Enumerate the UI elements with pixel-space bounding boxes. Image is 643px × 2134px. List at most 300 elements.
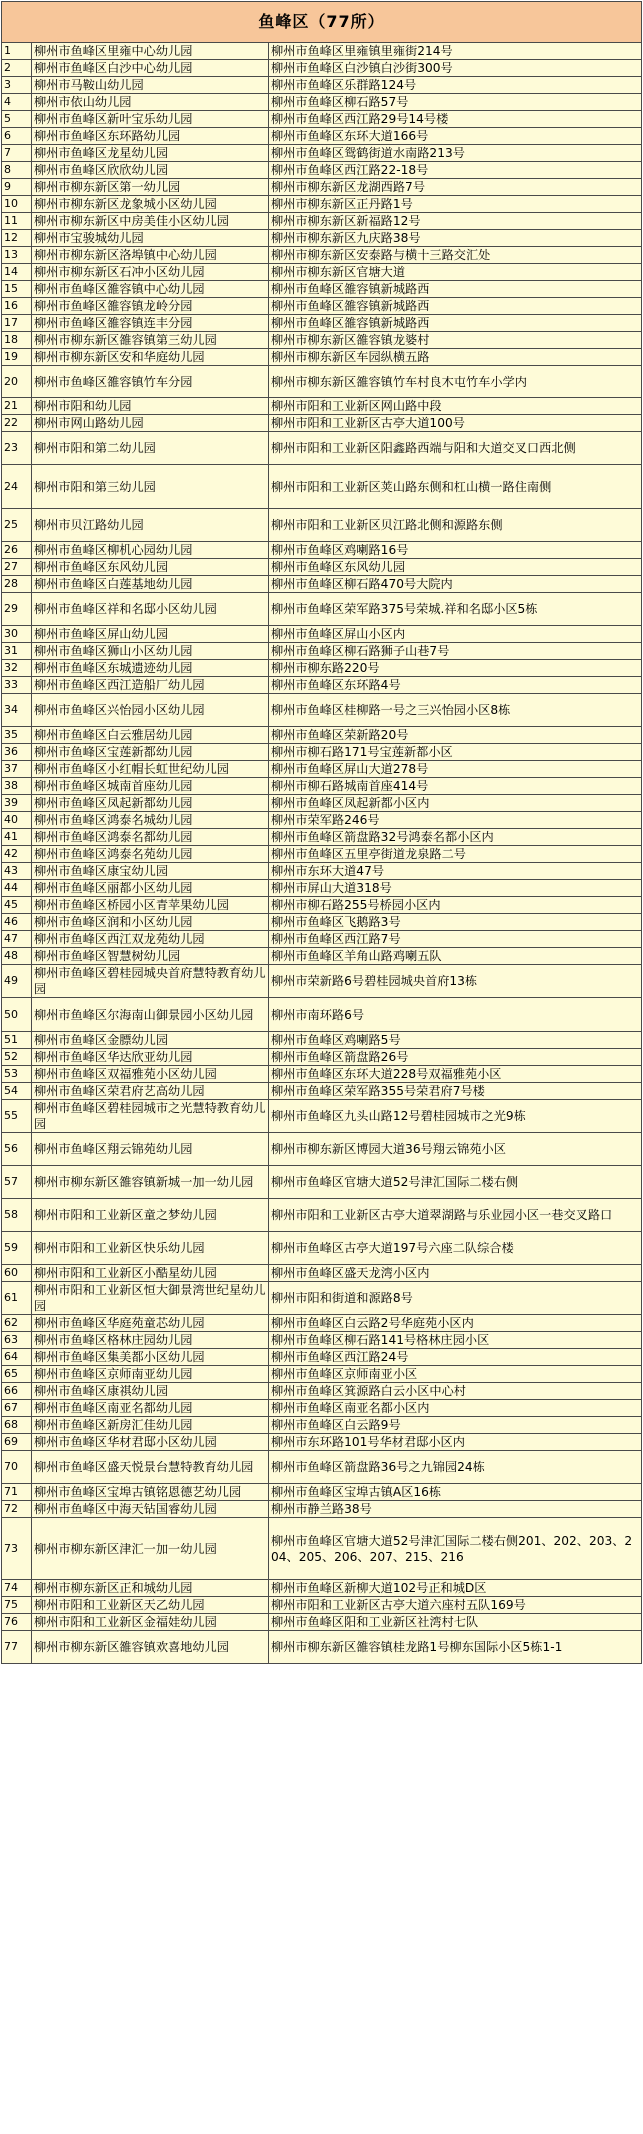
kindergarten-address: 柳州市柳东新区雒容镇桂龙路1号柳东国际小区5栋1-1	[269, 1631, 642, 1664]
table-row	[2, 542, 642, 559]
table-row	[2, 60, 642, 77]
kindergarten-address: 柳州市鱼峰区白沙镇白沙街300号	[269, 60, 642, 77]
table-row	[2, 43, 642, 60]
table-row	[2, 1265, 642, 1282]
row-number: 37	[2, 761, 32, 778]
row-number: 13	[2, 247, 32, 264]
kindergarten-name: 柳州市鱼峰区格林庄园幼儿园	[32, 1332, 269, 1349]
kindergarten-name: 柳州市鱼峰区鸿泰名苑幼儿园	[32, 846, 269, 863]
kindergarten-address: 柳州市鱼峰区雒容镇新城路西	[269, 315, 642, 332]
table-row	[2, 1580, 642, 1597]
table-row	[2, 465, 642, 509]
table-row	[2, 660, 642, 677]
kindergarten-address: 柳州市荣新路6号碧桂园城央首府13栋	[269, 965, 642, 998]
table-row	[2, 179, 642, 196]
row-number: 53	[2, 1066, 32, 1083]
kindergarten-name: 柳州市鱼峰区桥园小区青苹果幼儿园	[32, 897, 269, 914]
table-row	[2, 643, 642, 660]
row-number: 76	[2, 1614, 32, 1631]
row-number: 11	[2, 213, 32, 230]
table-row	[2, 1349, 642, 1366]
kindergarten-address: 柳州市鱼峰区宝埠古镇A区16栋	[269, 1484, 642, 1501]
row-number: 42	[2, 846, 32, 863]
kindergarten-name: 柳州市阳和工业新区恒大御景湾世纪星幼儿园	[32, 1282, 269, 1315]
kindergarten-name: 柳州市阳和第二幼儿园	[32, 432, 269, 465]
table-row	[2, 1332, 642, 1349]
kindergarten-address: 柳州市鱼峰区屏山小区内	[269, 626, 642, 643]
table-row	[2, 1166, 642, 1199]
row-number: 34	[2, 694, 32, 727]
kindergarten-name: 柳州市鱼峰区金膘幼儿园	[32, 1032, 269, 1049]
row-number: 70	[2, 1451, 32, 1484]
kindergarten-address: 柳州市鱼峰区雒容镇新城路西	[269, 281, 642, 298]
row-number: 48	[2, 948, 32, 965]
table-row	[2, 812, 642, 829]
table-row	[2, 677, 642, 694]
table-row	[2, 1100, 642, 1133]
kindergarten-name: 柳州市鱼峰区白莲基地幼儿园	[32, 576, 269, 593]
table-row	[2, 1518, 642, 1580]
kindergarten-address: 柳州市鱼峰区白云路2号华庭苑小区内	[269, 1315, 642, 1332]
kindergarten-address: 柳州市鱼峰区官塘大道52号津汇国际二楼右侧	[269, 1166, 642, 1199]
row-number: 39	[2, 795, 32, 812]
kindergarten-address: 柳州市鱼峰区雒容镇新城路西	[269, 298, 642, 315]
kindergarten-address: 柳州市鱼峰区盛天龙湾小区内	[269, 1265, 642, 1282]
row-number: 49	[2, 965, 32, 998]
row-number: 12	[2, 230, 32, 247]
table-row	[2, 593, 642, 626]
kindergarten-address: 柳州市柳东新区博园大道36号翔云锦苑小区	[269, 1133, 642, 1166]
table-row	[2, 1199, 642, 1232]
kindergarten-address: 柳州市鱼峰区古亭大道197号六座二队综合楼	[269, 1232, 642, 1265]
kindergarten-name: 柳州市鱼峰区白云雅居幼儿园	[32, 727, 269, 744]
row-number: 35	[2, 727, 32, 744]
table-row	[2, 576, 642, 593]
row-number: 72	[2, 1501, 32, 1518]
kindergarten-address: 柳州市鱼峰区里雍镇里雍街214号	[269, 43, 642, 60]
kindergarten-name: 柳州市鱼峰区华材君邸小区幼儿园	[32, 1434, 269, 1451]
kindergarten-address: 柳州市鱼峰区屏山大道278号	[269, 761, 642, 778]
kindergarten-name: 柳州市鱼峰区雒容镇龙岭分园	[32, 298, 269, 315]
kindergarten-address: 柳州市阳和工业新区贝江路北侧和源路东侧	[269, 509, 642, 542]
kindergarten-name: 柳州市鱼峰区华达欣亚幼儿园	[32, 1049, 269, 1066]
kindergarten-address: 柳州市阳和工业新区阳鑫路西端与阳和大道交叉口西北侧	[269, 432, 642, 465]
table-row	[2, 948, 642, 965]
table-row	[2, 128, 642, 145]
table-row	[2, 213, 642, 230]
table-row	[2, 94, 642, 111]
table-row	[2, 1417, 642, 1434]
row-number: 8	[2, 162, 32, 179]
kindergarten-address: 柳州市鱼峰区西江路22-18号	[269, 162, 642, 179]
kindergarten-address: 柳州市鱼峰区箕源路白云小区中心村	[269, 1383, 642, 1400]
kindergarten-name: 柳州市鱼峰区里雍中心幼儿园	[32, 43, 269, 60]
table-row	[2, 281, 642, 298]
row-number: 54	[2, 1083, 32, 1100]
row-number: 71	[2, 1484, 32, 1501]
row-number: 17	[2, 315, 32, 332]
row-number: 51	[2, 1032, 32, 1049]
kindergarten-address: 柳州市鱼峰区鸳鹤街道水南路213号	[269, 145, 642, 162]
table-row	[2, 795, 642, 812]
row-number: 67	[2, 1400, 32, 1417]
kindergarten-name: 柳州市鱼峰区柳机心园幼儿园	[32, 542, 269, 559]
kindergarten-name: 柳州市鱼峰区润和小区幼儿园	[32, 914, 269, 931]
table-row	[2, 863, 642, 880]
kindergarten-name: 柳州市依山幼儿园	[32, 94, 269, 111]
row-number: 2	[2, 60, 32, 77]
row-number: 31	[2, 643, 32, 660]
kindergarten-name: 柳州市鱼峰区新房汇佳幼儿园	[32, 1417, 269, 1434]
row-number: 18	[2, 332, 32, 349]
row-number: 44	[2, 880, 32, 897]
kindergarten-address: 柳州市南环路6号	[269, 998, 642, 1032]
kindergarten-name: 柳州市柳东新区石冲小区幼儿园	[32, 264, 269, 281]
kindergarten-address: 柳州市鱼峰区鸡喇路5号	[269, 1032, 642, 1049]
table-row	[2, 349, 642, 366]
kindergarten-address: 柳州市鱼峰区柳石路470号大院内	[269, 576, 642, 593]
kindergarten-name: 柳州市柳东新区洛埠镇中心幼儿园	[32, 247, 269, 264]
kindergarten-address: 柳州市柳东新区九庆路38号	[269, 230, 642, 247]
row-number: 1	[2, 43, 32, 60]
kindergarten-address: 柳州市鱼峰区柳石路狮子山巷7号	[269, 643, 642, 660]
kindergarten-address: 柳州市柳石路城南首座414号	[269, 778, 642, 795]
table-row	[2, 77, 642, 94]
table-row	[2, 1049, 642, 1066]
row-number: 43	[2, 863, 32, 880]
row-number: 66	[2, 1383, 32, 1400]
kindergarten-name: 柳州市阳和工业新区金福娃幼儿园	[32, 1614, 269, 1631]
kindergarten-name: 柳州市鱼峰区狮山小区幼儿园	[32, 643, 269, 660]
table-row	[2, 1315, 642, 1332]
kindergarten-address: 柳州市东环大道47号	[269, 863, 642, 880]
kindergarten-address: 柳州市鱼峰区荣军路375号荣城.祥和名邸小区5栋	[269, 593, 642, 626]
kindergarten-address: 柳州市鱼峰区京师南亚小区	[269, 1366, 642, 1383]
row-number: 46	[2, 914, 32, 931]
kindergarten-name: 柳州市柳东新区第一幼儿园	[32, 179, 269, 196]
row-number: 19	[2, 349, 32, 366]
kindergarten-name: 柳州市鱼峰区西江造船厂幼儿园	[32, 677, 269, 694]
table-row	[2, 509, 642, 542]
table-row	[2, 398, 642, 415]
row-number: 4	[2, 94, 32, 111]
table-row	[2, 829, 642, 846]
kindergarten-address: 柳州市鱼峰区荣新路20号	[269, 727, 642, 744]
kindergarten-name: 柳州市阳和工业新区快乐幼儿园	[32, 1232, 269, 1265]
kindergarten-address: 柳州市阳和工业新区古亭大道100号	[269, 415, 642, 432]
table-row	[2, 965, 642, 998]
row-number: 47	[2, 931, 32, 948]
table-row	[2, 559, 642, 576]
table-row	[2, 846, 642, 863]
row-number: 40	[2, 812, 32, 829]
kindergarten-name: 柳州市鱼峰区欣欣幼儿园	[32, 162, 269, 179]
kindergarten-name: 柳州市鱼峰区翔云锦苑幼儿园	[32, 1133, 269, 1166]
kindergarten-name: 柳州市鱼峰区新叶宝乐幼儿园	[32, 111, 269, 128]
table-row	[2, 761, 642, 778]
kindergarten-address: 柳州市柳东路220号	[269, 660, 642, 677]
kindergarten-address: 柳州市静兰路38号	[269, 1501, 642, 1518]
kindergarten-address: 柳州市荣军路246号	[269, 812, 642, 829]
row-number: 29	[2, 593, 32, 626]
row-number: 59	[2, 1232, 32, 1265]
row-number: 27	[2, 559, 32, 576]
kindergarten-name: 柳州市鱼峰区雒容镇中心幼儿园	[32, 281, 269, 298]
kindergarten-address: 柳州市柳石路255号桥园小区内	[269, 897, 642, 914]
table-row	[2, 366, 642, 398]
table-row	[2, 162, 642, 179]
row-number: 32	[2, 660, 32, 677]
table-row	[2, 1614, 642, 1631]
kindergarten-name: 柳州市鱼峰区兴怡园小区幼儿园	[32, 694, 269, 727]
kindergarten-name: 柳州市鱼峰区南亚名都幼儿园	[32, 1400, 269, 1417]
kindergarten-address: 柳州市鱼峰区柳石路57号	[269, 94, 642, 111]
table-row	[2, 264, 642, 281]
table-row	[2, 1083, 642, 1100]
table-row	[2, 1597, 642, 1614]
table-row	[2, 778, 642, 795]
kindergarten-name: 柳州市柳东新区雒容镇第三幼儿园	[32, 332, 269, 349]
kindergarten-address: 柳州市柳东新区新福路12号	[269, 213, 642, 230]
table-row	[2, 694, 642, 727]
kindergarten-address: 柳州市鱼峰区新柳大道102号正和城D区	[269, 1580, 642, 1597]
kindergarten-name: 柳州市马鞍山幼儿园	[32, 77, 269, 94]
row-number: 62	[2, 1315, 32, 1332]
row-number: 57	[2, 1166, 32, 1199]
kindergarten-name: 柳州市阳和工业新区童之梦幼儿园	[32, 1199, 269, 1232]
kindergarten-address: 柳州市柳东新区安泰路与横十三路交汇处	[269, 247, 642, 264]
row-number: 5	[2, 111, 32, 128]
row-number: 9	[2, 179, 32, 196]
kindergarten-name: 柳州市鱼峰区碧桂园城市之光慧特教育幼儿园	[32, 1100, 269, 1133]
kindergarten-name: 柳州市宝骏城幼儿园	[32, 230, 269, 247]
kindergarten-name: 柳州市贝江路幼儿园	[32, 509, 269, 542]
row-number: 75	[2, 1597, 32, 1614]
row-number: 52	[2, 1049, 32, 1066]
kindergarten-address: 柳州市鱼峰区东环路4号	[269, 677, 642, 694]
kindergarten-name: 柳州市鱼峰区鸿泰名都幼儿园	[32, 829, 269, 846]
kindergarten-name: 柳州市网山路幼儿园	[32, 415, 269, 432]
kindergarten-address: 柳州市鱼峰区东环大道228号双福雅苑小区	[269, 1066, 642, 1083]
kindergarten-address: 柳州市鱼峰区桂柳路一号之三兴怡园小区8栋	[269, 694, 642, 727]
table-row	[2, 332, 642, 349]
table-row	[2, 1383, 642, 1400]
table-row	[2, 196, 642, 213]
row-number: 63	[2, 1332, 32, 1349]
kindergarten-name: 柳州市鱼峰区康祺幼儿园	[32, 1383, 269, 1400]
kindergarten-address: 柳州市阳和工业新区荚山路东侧和杠山横一路住南侧	[269, 465, 642, 509]
kindergarten-name: 柳州市鱼峰区尔海南山御景园小区幼儿园	[32, 998, 269, 1032]
table-row	[2, 914, 642, 931]
table-title-row	[2, 2, 642, 43]
table-row	[2, 1434, 642, 1451]
kindergarten-address: 柳州市柳东新区龙湖西路7号	[269, 179, 642, 196]
kindergarten-address: 柳州市鱼峰区西江路29号14号楼	[269, 111, 642, 128]
row-number: 61	[2, 1282, 32, 1315]
kindergarten-address: 柳州市柳东新区雒容镇竹车村良木屯竹车小学内	[269, 366, 642, 398]
kindergarten-address: 柳州市柳东新区官塘大道	[269, 264, 642, 281]
row-number: 20	[2, 366, 32, 398]
kindergarten-name: 柳州市鱼峰区中海天钻国睿幼儿园	[32, 1501, 269, 1518]
kindergarten-address: 柳州市阳和工业新区古亭大道六座村五队169号	[269, 1597, 642, 1614]
kindergarten-address: 柳州市鱼峰区东风幼儿园	[269, 559, 642, 576]
row-number: 64	[2, 1349, 32, 1366]
row-number: 38	[2, 778, 32, 795]
table-row	[2, 931, 642, 948]
kindergarten-address: 柳州市阳和工业新区网山路中段	[269, 398, 642, 415]
kindergarten-address: 柳州市鱼峰区白云路9号	[269, 1417, 642, 1434]
table-row	[2, 298, 642, 315]
kindergarten-name: 柳州市鱼峰区小红帽长虹世纪幼儿园	[32, 761, 269, 778]
row-number: 25	[2, 509, 32, 542]
row-number: 60	[2, 1265, 32, 1282]
kindergarten-name: 柳州市鱼峰区凤起新都幼儿园	[32, 795, 269, 812]
kindergarten-name: 柳州市鱼峰区集美都小区幼儿园	[32, 1349, 269, 1366]
kindergarten-address: 柳州市鱼峰区箭盘路32号鸿泰名都小区内	[269, 829, 642, 846]
row-number: 21	[2, 398, 32, 415]
row-number: 73	[2, 1518, 32, 1580]
kindergarten-address: 柳州市屏山大道318号	[269, 880, 642, 897]
kindergarten-address: 柳州市鱼峰区箭盘路36号之九锦园24栋	[269, 1451, 642, 1484]
kindergarten-name: 柳州市柳东新区正和城幼儿园	[32, 1580, 269, 1597]
table-row	[2, 1133, 642, 1166]
kindergarten-name: 柳州市鱼峰区荣君府艺高幼儿园	[32, 1083, 269, 1100]
kindergarten-name: 柳州市鱼峰区盛天悦景台慧特教育幼儿园	[32, 1451, 269, 1484]
kindergarten-address: 柳州市鱼峰区飞鹅路3号	[269, 914, 642, 931]
table-row	[2, 880, 642, 897]
table-row	[2, 1032, 642, 1049]
row-number: 24	[2, 465, 32, 509]
table-row	[2, 432, 642, 465]
kindergarten-name: 柳州市阳和第三幼儿园	[32, 465, 269, 509]
row-number: 33	[2, 677, 32, 694]
table-row	[2, 247, 642, 264]
table-row	[2, 1451, 642, 1484]
kindergarten-address: 柳州市鱼峰区五里亭街道龙泉路二号	[269, 846, 642, 863]
row-number: 77	[2, 1631, 32, 1664]
kindergarten-name: 柳州市柳东新区雒容镇新城一加一幼儿园	[32, 1166, 269, 1199]
kindergarten-address: 柳州市东环路101号华材君邸小区内	[269, 1434, 642, 1451]
kindergarten-name: 柳州市鱼峰区智慧树幼儿园	[32, 948, 269, 965]
kindergarten-name: 柳州市鱼峰区碧桂园城央首府慧特教育幼儿园	[32, 965, 269, 998]
kindergarten-table	[1, 1, 642, 1664]
kindergarten-address: 柳州市鱼峰区九头山路12号碧桂园城市之光9栋	[269, 1100, 642, 1133]
kindergarten-address: 柳州市鱼峰区箭盘路26号	[269, 1049, 642, 1066]
kindergarten-name: 柳州市鱼峰区鸿泰名城幼儿园	[32, 812, 269, 829]
kindergarten-address: 柳州市阳和街道和源路8号	[269, 1282, 642, 1315]
kindergarten-name: 柳州市鱼峰区双福雅苑小区幼儿园	[32, 1066, 269, 1083]
row-number: 28	[2, 576, 32, 593]
kindergarten-address: 柳州市柳东新区正丹路1号	[269, 196, 642, 213]
row-number: 26	[2, 542, 32, 559]
kindergarten-address: 柳州市鱼峰区西江路24号	[269, 1349, 642, 1366]
row-number: 3	[2, 77, 32, 94]
kindergarten-name: 柳州市鱼峰区白沙中心幼儿园	[32, 60, 269, 77]
table-row	[2, 1400, 642, 1417]
kindergarten-name: 柳州市鱼峰区祥和名邸小区幼儿园	[32, 593, 269, 626]
table-row	[2, 1366, 642, 1383]
table-row	[2, 998, 642, 1032]
kindergarten-address: 柳州市柳东新区车园纵横五路	[269, 349, 642, 366]
kindergarten-address: 柳州市鱼峰区荣军路355号荣君府7号楼	[269, 1083, 642, 1100]
table-row	[2, 415, 642, 432]
kindergarten-name: 柳州市柳东新区龙象城小区幼儿园	[32, 196, 269, 213]
kindergarten-name: 柳州市鱼峰区东城遗迹幼儿园	[32, 660, 269, 677]
kindergarten-name: 柳州市阳和工业新区天乙幼儿园	[32, 1597, 269, 1614]
kindergarten-name: 柳州市鱼峰区雒容镇竹车分园	[32, 366, 269, 398]
kindergarten-name: 柳州市阳和幼儿园	[32, 398, 269, 415]
kindergarten-address: 柳州市柳石路171号宝莲新都小区	[269, 744, 642, 761]
row-number: 23	[2, 432, 32, 465]
kindergarten-name: 柳州市鱼峰区东风幼儿园	[32, 559, 269, 576]
kindergarten-name: 柳州市鱼峰区屏山幼儿园	[32, 626, 269, 643]
kindergarten-address: 柳州市鱼峰区东环大道166号	[269, 128, 642, 145]
kindergarten-name: 柳州市柳东新区安和华庭幼儿园	[32, 349, 269, 366]
row-number: 15	[2, 281, 32, 298]
kindergarten-name: 柳州市鱼峰区康宝幼儿园	[32, 863, 269, 880]
row-number: 7	[2, 145, 32, 162]
row-number: 16	[2, 298, 32, 315]
kindergarten-address: 柳州市鱼峰区鸡喇路16号	[269, 542, 642, 559]
table-row	[2, 1484, 642, 1501]
kindergarten-address: 柳州市鱼峰区乐群路124号	[269, 77, 642, 94]
row-number: 14	[2, 264, 32, 281]
row-number: 30	[2, 626, 32, 643]
table-row	[2, 727, 642, 744]
table-title: 鱼峰区（77所）	[2, 2, 642, 43]
table-row	[2, 1501, 642, 1518]
row-number: 45	[2, 897, 32, 914]
kindergarten-name: 柳州市柳东新区中房美佳小区幼儿园	[32, 213, 269, 230]
table-row	[2, 1232, 642, 1265]
table-row	[2, 145, 642, 162]
table-row	[2, 897, 642, 914]
row-number: 22	[2, 415, 32, 432]
table-row	[2, 744, 642, 761]
table-row	[2, 1066, 642, 1083]
table-row	[2, 230, 642, 247]
kindergarten-address: 柳州市鱼峰区柳石路141号格林庄园小区	[269, 1332, 642, 1349]
kindergarten-address: 柳州市柳东新区雒容镇龙婆村	[269, 332, 642, 349]
kindergarten-address: 柳州市鱼峰区西江路7号	[269, 931, 642, 948]
kindergarten-address: 柳州市鱼峰区阳和工业新区社湾村七队	[269, 1614, 642, 1631]
row-number: 58	[2, 1199, 32, 1232]
kindergarten-name: 柳州市鱼峰区宝莲新都幼儿园	[32, 744, 269, 761]
kindergarten-name: 柳州市阳和工业新区小酷星幼儿园	[32, 1265, 269, 1282]
row-number: 6	[2, 128, 32, 145]
row-number: 55	[2, 1100, 32, 1133]
kindergarten-name: 柳州市鱼峰区城南首座幼儿园	[32, 778, 269, 795]
kindergarten-name: 柳州市鱼峰区东环路幼儿园	[32, 128, 269, 145]
row-number: 65	[2, 1366, 32, 1383]
row-number: 41	[2, 829, 32, 846]
table-row	[2, 315, 642, 332]
kindergarten-address: 柳州市鱼峰区凤起新都小区内	[269, 795, 642, 812]
kindergarten-name: 柳州市鱼峰区宝埠古镇铭恩德艺幼儿园	[32, 1484, 269, 1501]
kindergarten-name: 柳州市鱼峰区京师南亚幼儿园	[32, 1366, 269, 1383]
kindergarten-name: 柳州市鱼峰区龙星幼儿园	[32, 145, 269, 162]
kindergarten-name: 柳州市鱼峰区丽都小区幼儿园	[32, 880, 269, 897]
row-number: 56	[2, 1133, 32, 1166]
row-number: 74	[2, 1580, 32, 1597]
kindergarten-name: 柳州市柳东新区津汇一加一幼儿园	[32, 1518, 269, 1580]
kindergarten-name: 柳州市鱼峰区雒容镇连丰分园	[32, 315, 269, 332]
kindergarten-address: 柳州市鱼峰区羊角山路鸡喇五队	[269, 948, 642, 965]
kindergarten-name: 柳州市柳东新区雒容镇欢喜地幼儿园	[32, 1631, 269, 1664]
kindergarten-name: 柳州市鱼峰区华庭苑童芯幼儿园	[32, 1315, 269, 1332]
row-number: 36	[2, 744, 32, 761]
row-number: 68	[2, 1417, 32, 1434]
